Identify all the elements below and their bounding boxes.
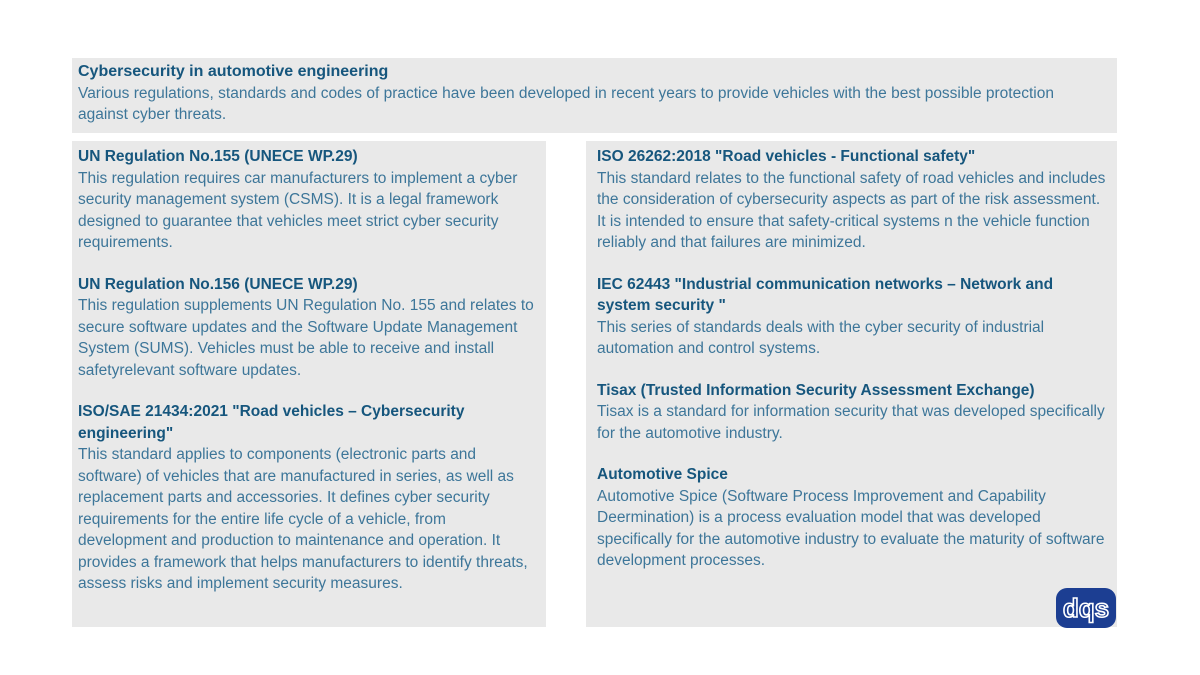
page-title: Cybersecurity in automotive engineering xyxy=(78,63,389,80)
section-body: This regulation supplements UN Regulation No. 155 and relates to secure software updates and the Software Update Management System (SUMS). Vehicles must be able to receive and install safetyrelevant software updates. xyxy=(78,297,534,379)
section-un-regulation-155 xyxy=(78,146,538,254)
section-body: This series of standards deals with the cyber security of industrial automation and control systems. xyxy=(597,318,1045,357)
section-iec-62443 xyxy=(597,274,1107,360)
dqs-logo xyxy=(1056,588,1116,628)
section-iso-sae-21434 xyxy=(78,401,538,595)
dqs-logo-text: dqs xyxy=(1062,593,1110,623)
section-heading: UN Regulation No.155 (UNECE WP.29) xyxy=(78,148,358,165)
right-column-panel xyxy=(586,141,1117,627)
section-body: Automotive Spice (Software Process Improvement and Capability Deermination) is a process evaluation model that was developed specifically for the automotive industry to evaluate the maturity of software development processes. xyxy=(597,487,1105,569)
section-heading: Automotive Spice xyxy=(597,466,728,483)
dqs-logo-icon xyxy=(1056,588,1116,628)
section-heading: ISO 26262:2018 "Road vehicles - Functional safety" xyxy=(597,148,976,165)
section-body: This standard applies to components (electronic parts and software) of vehicles that are manufactured in series, as well as replacement parts and accessories. It defines cyber security requirements for the entire life cycle of a vehicle, from development and production to maintenance and operation. It provides a framework that helps manufacturers to identify threats, assess risks and implement security measures. xyxy=(78,446,528,592)
section-body: This regulation requires car manufacturers to implement a cyber security management system (CSMS). It is a legal framework designed to guarantee that vehicles meet strict cyber security requirements. xyxy=(78,169,518,251)
section-automotive-spice xyxy=(597,464,1107,572)
section-heading: Tisax (Trusted Information Security Assessment Exchange) xyxy=(597,381,1035,399)
section-heading: UN Regulation No.156 (UNECE WP.29) xyxy=(78,275,358,293)
header-panel xyxy=(72,58,1117,133)
left-column-panel xyxy=(72,141,546,627)
section-body: This standard relates to the functional safety of road vehicles and includes the consideration of cybersecurity aspects as part of the risk assessment. It is intended to ensure that safety-critical systems n the vehicle function reliably and that failures are minimized. xyxy=(597,169,1106,251)
section-body: Tisax is a standard for information security that was developed specifically for the automotive industry. xyxy=(597,403,1105,442)
section-un-regulation-156 xyxy=(78,274,538,382)
section-heading: IEC 62443 "Industrial communication networks – Network and system security " xyxy=(597,275,1054,314)
section-tisax xyxy=(597,380,1107,445)
page-intro: Various regulations, standards and codes of practice have been developed in recent years to provide vehicles with the best possible protection against cyber threats. xyxy=(78,84,1054,123)
section-iso-26262 xyxy=(597,146,1107,254)
section-heading: ISO/SAE 21434:2021 "Road vehicles – Cybersecurity engineering" xyxy=(78,403,465,442)
